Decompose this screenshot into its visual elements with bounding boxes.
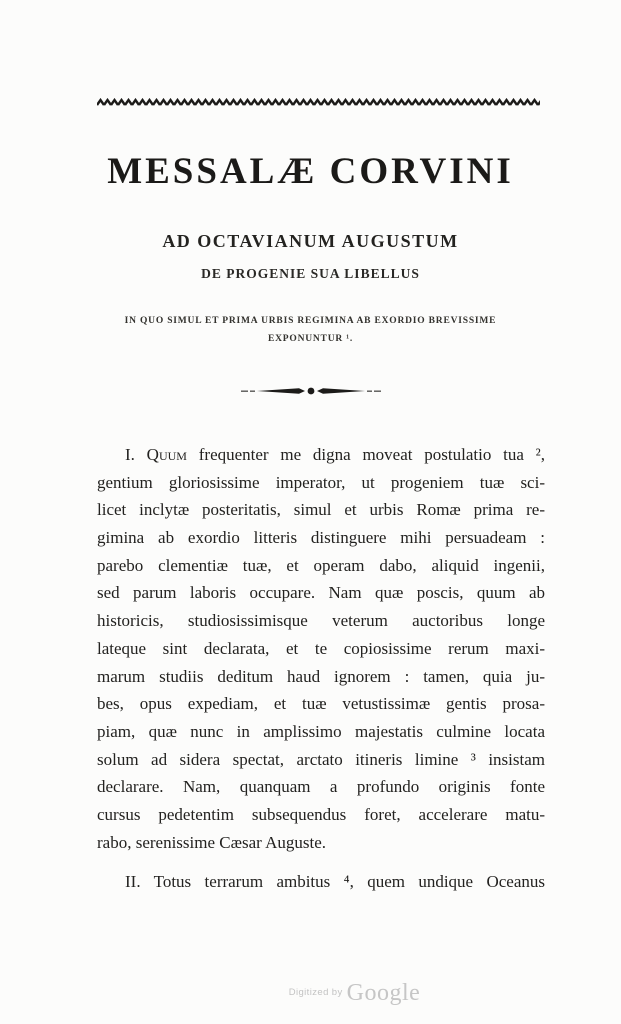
text-line: rabo, serenissime Cæsar Auguste.: [97, 832, 326, 852]
page-title: MESSALÆ CORVINI: [107, 151, 514, 192]
text-line: parebo clementiæ tuæ, et operam dabo, aliquid ingenii,: [97, 555, 545, 575]
tapered-rule-icon: [241, 386, 381, 396]
text-line: gentium gloriosissime imperator, ut progeniem tuæ sci-: [97, 472, 545, 492]
google-logo: Google: [346, 980, 421, 1006]
text-line: [97, 868, 545, 896]
divider-ornament: [0, 383, 621, 401]
text-line: solum ad sidera spectat, arctato itineris limine ³ insistam: [97, 749, 545, 769]
text-line: marum studiis deditum haud ignorem : tamen, quia ju-: [97, 666, 545, 686]
argument-line-1: IN QUO SIMUL ET PRIMA URBIS REGIMINA AB EXORDIO BREVISSIME: [124, 316, 497, 326]
text-line: gimina ab exordio litteris distinguere mihi persuadeam :: [97, 528, 545, 548]
paragraph-2: [97, 868, 545, 896]
text-line: lateque sint declarata, et te copiosissime rerum maxi-: [97, 638, 545, 658]
dedication-heading: AD OCTAVIANUM AUGUSTUM: [162, 231, 459, 251]
text-line: piam, quæ nunc in amplissimo majestatis culmine locata: [97, 721, 545, 741]
argument-line-2: EXPONUNTUR ¹.: [267, 334, 354, 344]
section-numeral: I. Quum: [125, 445, 187, 464]
paragraph-1: [97, 441, 545, 856]
text-line: [97, 441, 545, 469]
argument-heading: [0, 312, 621, 348]
zigzag-rule-icon: [97, 98, 540, 107]
google-watermark: [0, 980, 621, 1007]
text-line-continuation: frequenter me digna moveat postulatio tua ²,: [186, 445, 545, 464]
text-line-continuation: Totus terrarum ambitus ⁴, quem undique Oceanus: [140, 872, 545, 891]
text-line: cursus pedetentim subsequendus foret, accelerare matu-: [97, 804, 545, 824]
text-line: bes, opus expediam, et tuæ vetustissimæ gentis prosa-: [97, 694, 545, 714]
section-numeral: II.: [125, 872, 141, 891]
text-line: sed parum laboris occupare. Nam quæ poscis, quum ab: [97, 583, 545, 603]
zigzag-head-rule: [97, 94, 540, 103]
digitized-by-label: Digitized by: [288, 987, 343, 998]
text-line: historicis, studiosissimisque veterum auctoribus longe: [97, 611, 545, 631]
text-line: licet inclytæ posteritatis, simul et urbis Romæ prima re-: [97, 500, 545, 520]
text-line: declarare. Nam, quanquam a profundo originis fonte: [97, 777, 545, 797]
subtitle-heading: DE PROGENIE SUA LIBELLUS: [201, 266, 420, 281]
